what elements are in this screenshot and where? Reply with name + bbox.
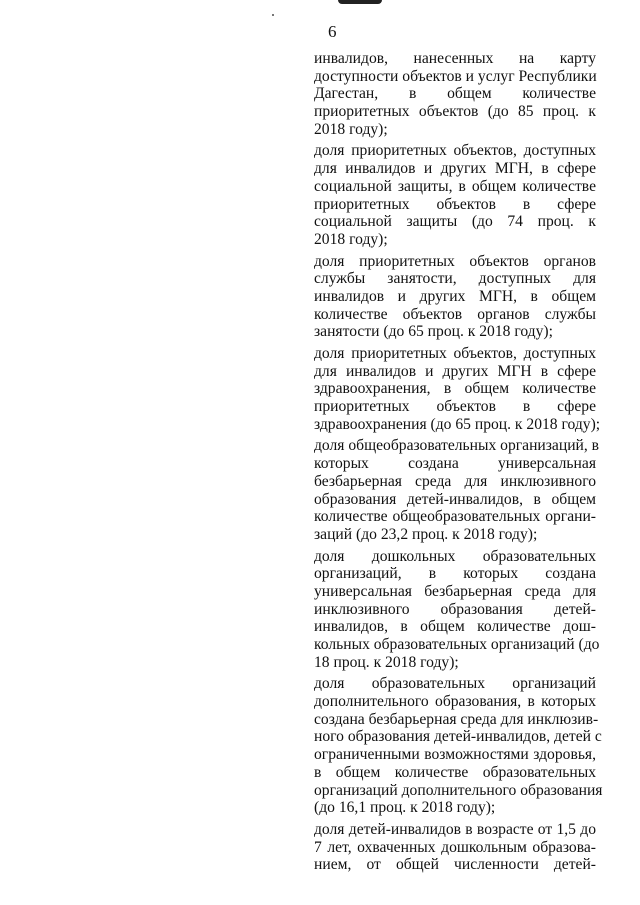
- text-line: инклюзивного образования детей-: [314, 600, 596, 618]
- text-line: доля приоритетных объектов, доступных: [314, 345, 596, 362]
- text-line: для инвалидов и других МГН в сфере: [314, 362, 596, 380]
- text-line: организаций, в которых создана: [314, 565, 596, 583]
- text-line: приоритетных объектов в сфере: [314, 195, 596, 213]
- text-line: Дагестан, в общем количестве: [314, 85, 596, 103]
- text-line: нием, от общей численности детей-: [314, 856, 596, 874]
- page-number: 6: [328, 22, 337, 41]
- text-line: кольных образовательных организаций (до: [314, 636, 600, 653]
- text-line: инвалидов, нанесенных на карту: [314, 50, 596, 67]
- scan-speck: [272, 14, 274, 16]
- text-line: (до 16,1 проц. к 2018 году);: [314, 799, 496, 817]
- text-line: 18 проц. к 2018 году);: [314, 653, 459, 671]
- text-line: приоритетных объектов (до 85 проц. к: [314, 103, 596, 121]
- text-line: дополнительного образования, в которых: [314, 693, 596, 711]
- text-line: доля детей-инвалидов в возрасте от 1,5 до: [314, 820, 596, 838]
- text-line: универсальная безбарьерная среда для: [314, 582, 596, 600]
- text-line: доступности объектов и услуг Республики: [314, 67, 597, 85]
- text-line: службы занятости, доступных для: [314, 270, 596, 288]
- text-line: доля приоритетных объектов органов: [314, 252, 596, 270]
- document-paragraph: [314, 821, 596, 874]
- text-line: организаций дополнительного образования: [314, 781, 603, 799]
- text-line: доля дошкольных образовательных: [314, 547, 596, 565]
- text-line: инвалидов, в общем количестве дош-: [314, 618, 596, 636]
- text-line: количестве объектов органов службы: [314, 305, 596, 323]
- text-line: доля образовательных организаций: [314, 675, 596, 693]
- document-paragraph: [314, 437, 600, 543]
- document-paragraph: [314, 345, 601, 433]
- text-line: 7 лет, охваченных дошкольным образова-: [314, 838, 596, 856]
- text-line: здравоохранения (до 65 проц. к 2018 году);: [314, 415, 601, 433]
- text-line: приоритетных объектов в сфере: [314, 398, 596, 416]
- document-paragraph: [314, 253, 596, 341]
- text-line: ного образования детей-инвалидов, детей с: [314, 728, 602, 746]
- text-line: 2018 году);: [314, 230, 388, 248]
- text-line: заций (до 23,2 проц. к 2018 году);: [314, 525, 538, 543]
- scan-edge-mark: [338, 0, 382, 4]
- text-line: занятости (до 65 проц. к 2018 году);: [314, 323, 553, 341]
- text-line: количестве общеобразовательных органи-: [314, 508, 596, 526]
- text-line: социальной защиты, в общем количестве: [314, 177, 596, 195]
- text-line: безбарьерная среда для инклюзивного: [314, 472, 596, 490]
- text-line: создана безбарьерная среда для инклюзив-: [314, 710, 599, 728]
- text-line: в общем количестве образовательных: [314, 763, 596, 781]
- text-line: здравоохранения, в общем количестве: [314, 380, 596, 398]
- text-line: ограниченными возможностями здоровья,: [314, 746, 596, 764]
- document-paragraph: [314, 547, 600, 672]
- document-paragraph: [314, 50, 596, 138]
- text-line: инвалидов и других МГН, в общем: [314, 287, 596, 305]
- text-line: доля приоритетных объектов, доступных: [314, 142, 596, 160]
- text-line: социальной защиты (до 74 проц. к: [314, 213, 596, 231]
- document-paragraph: [314, 675, 603, 817]
- document-paragraph: [314, 142, 596, 248]
- text-line: образования детей-инвалидов, в общем: [314, 490, 596, 508]
- text-line: доля общеобразовательных организаций, в: [314, 437, 600, 455]
- text-line: которых создана универсальная: [314, 455, 596, 473]
- text-line: для инвалидов и других МГН, в сфере: [314, 160, 596, 178]
- document-text-column: [314, 50, 603, 878]
- text-line: 2018 году);: [314, 120, 388, 138]
